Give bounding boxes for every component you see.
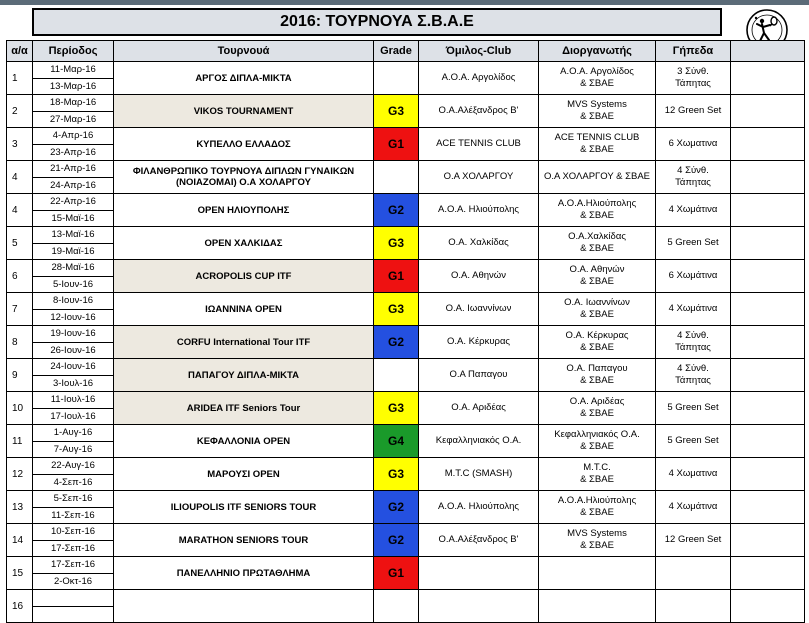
courts-line-2: Τάπητας <box>675 78 711 89</box>
organizer-cell <box>539 62 656 95</box>
period-start: 8-Ιουν-16 <box>52 295 94 306</box>
club-cell: Ο.Α.Αλέξανδρος Β' <box>419 95 539 128</box>
period-cell <box>33 95 114 128</box>
tournament-name <box>114 590 374 623</box>
period-start: 21-Απρ-16 <box>50 163 96 174</box>
organizer-line-2: & ΣΒΑΕ <box>580 375 614 386</box>
empty-cell <box>731 293 805 326</box>
table-row <box>7 95 805 128</box>
period-end: 26-Ιουν-16 <box>33 342 113 359</box>
courts-line-2: Τάπητας <box>675 375 711 386</box>
organizer-line-1: Ο.Α. Ιωαννίνων <box>564 297 630 308</box>
organizer-cell <box>539 227 656 260</box>
period-cell <box>33 392 114 425</box>
row-number: 2 <box>7 95 33 128</box>
organizer-line-2: & ΣΒΑΕ <box>580 276 614 287</box>
row-number: 13 <box>7 491 33 524</box>
empty-cell <box>731 359 805 392</box>
tournament-name: OPEN ΗΛΙΟΥΠΟΛΗΣ <box>114 194 374 227</box>
row-number: 3 <box>7 128 33 161</box>
table-row <box>7 359 805 392</box>
col-header-no: α/α <box>7 41 33 62</box>
courts-cell <box>656 359 731 392</box>
row-number: 5 <box>7 227 33 260</box>
organizer-cell <box>539 392 656 425</box>
table-row <box>7 590 805 623</box>
row-number: 4 <box>7 161 33 194</box>
tournament-name: ΠΑΝΕΛΛΗΝΙΟ ΠΡΩΤΑΘΛΗΜΑ <box>114 557 374 590</box>
organizer-line-1: Ο.Α. Αριδέας <box>569 396 625 407</box>
period-end: 19-Μαϊ-16 <box>33 243 113 260</box>
period-start: 28-Μαϊ-16 <box>51 262 95 273</box>
tournament-name: ΠΑΠΑΓΟΥ ΔΙΠΛΑ-ΜΙΚΤΑ <box>114 359 374 392</box>
grade-badge <box>374 359 419 392</box>
courts-cell <box>656 128 731 161</box>
organizer-line-1: Ο.Α.Χαλκίδας <box>568 231 626 242</box>
organizer-line-2: & ΣΒΑΕ <box>580 540 614 551</box>
period-start: 10-Σεπ-16 <box>50 526 96 537</box>
organizer-line-2: & ΣΒΑΕ <box>580 111 614 122</box>
organizer-line-2: & ΣΒΑΕ <box>580 342 614 353</box>
organizer-cell <box>539 95 656 128</box>
courts-line-1: 4 Σύνθ. <box>677 330 709 341</box>
grade-badge: G1 <box>374 128 419 161</box>
club-cell: Α.Ο.Α. Ηλιούπολης <box>419 491 539 524</box>
col-header-organizer: Διοργανωτής <box>539 41 656 62</box>
club-cell <box>419 590 539 623</box>
courts-cell <box>656 62 731 95</box>
period-start: 22-Απρ-16 <box>50 196 96 207</box>
table-row <box>7 425 805 458</box>
period-start: 1-Αυγ-16 <box>53 427 93 438</box>
club-cell <box>419 557 539 590</box>
grade-badge: G1 <box>374 557 419 590</box>
organizer-line-2: & ΣΒΑΕ <box>580 507 614 518</box>
courts-cell <box>656 557 731 590</box>
club-cell: M.T.C (SMASH) <box>419 458 539 491</box>
period-cell <box>33 557 114 590</box>
tournament-name: ΑΡΓΟΣ ΔΙΠΛΑ-ΜΙΚΤΑ <box>114 62 374 95</box>
organizer-cell <box>539 491 656 524</box>
period-end <box>33 606 113 623</box>
courts-line-1: 5 Green Set <box>667 402 719 413</box>
organizer-cell <box>539 359 656 392</box>
tournament-name: ΚΥΠΕΛΛΟ ΕΛΛΑΔΟΣ <box>114 128 374 161</box>
empty-cell <box>731 260 805 293</box>
courts-line-1: 5 Green Set <box>667 237 719 248</box>
courts-cell <box>656 95 731 128</box>
courts-line-1: 4 Χωμάτινα <box>668 204 718 215</box>
period-end: 2-Οκτ-16 <box>33 573 113 590</box>
table-row <box>7 161 805 194</box>
club-cell: Ο.Α Παπαγου <box>419 359 539 392</box>
col-header-tournament: Τουρνουά <box>114 41 374 62</box>
organizer-line-1: Α.Ο.Α.Ηλιούπολης <box>557 198 637 209</box>
col-header-club: Όμιλος-Club <box>419 41 539 62</box>
table-row <box>7 194 805 227</box>
organizer-cell <box>539 194 656 227</box>
period-end: 27-Μαρ-16 <box>33 111 113 128</box>
organizer-line-2: & ΣΒΑΕ <box>580 309 614 320</box>
period-start: 11-Μαρ-16 <box>50 64 96 75</box>
courts-cell <box>656 425 731 458</box>
period-cell <box>33 458 114 491</box>
period-end: 13-Μαρ-16 <box>33 78 113 95</box>
period-cell <box>33 128 114 161</box>
period-end: 23-Απρ-16 <box>33 144 113 161</box>
grade-badge: G4 <box>374 425 419 458</box>
period-cell <box>33 326 114 359</box>
courts-cell <box>656 491 731 524</box>
period-cell <box>33 227 114 260</box>
row-number: 12 <box>7 458 33 491</box>
empty-cell <box>731 392 805 425</box>
empty-cell <box>731 458 805 491</box>
tournament-name: ΦΙΛΑΝΘΡΩΠΙΚΟ ΤΟΥΡΝΟΥΑ ΔΙΠΛΩΝ ΓΥΝΑΙΚΩΝ (ΝΟΙΑΖΟΜΑΙ) Ο.Α ΧΟΛΑΡΓΟΥ <box>114 161 374 194</box>
table-row <box>7 458 805 491</box>
period-start: 24-Ιουν-16 <box>50 361 96 372</box>
tournament-name: VIKOS TOURNAMENT <box>114 95 374 128</box>
period-end: 3-Ιουλ-16 <box>33 375 113 392</box>
period-start: 4-Απρ-16 <box>52 130 94 141</box>
row-number: 1 <box>7 62 33 95</box>
tournament-name: ILIOUPOLIS ITF SENIORS TOUR <box>114 491 374 524</box>
grade-badge: G2 <box>374 524 419 557</box>
organizer-line-2: & ΣΒΑΕ <box>580 243 614 254</box>
organizer-line-2: & ΣΒΑΕ <box>580 78 614 89</box>
organizer-cell <box>539 128 656 161</box>
period-start <box>33 590 113 606</box>
grade-badge: G3 <box>374 392 419 425</box>
period-cell <box>33 161 114 194</box>
period-end: 7-Αυγ-16 <box>33 441 113 458</box>
club-cell: Α.Ο.Α. Αργολίδος <box>419 62 539 95</box>
period-start: 11-Ιουλ-16 <box>50 394 96 405</box>
courts-line-1: 3 Σύνθ. <box>677 66 709 77</box>
courts-line-1: 5 Green Set <box>667 435 719 446</box>
table-row <box>7 392 805 425</box>
row-number: 11 <box>7 425 33 458</box>
organizer-line-1: Α.Ο.Α. Αργολίδος <box>560 66 634 77</box>
organizer-line-1: Ο.Α. Αθηνών <box>569 264 625 275</box>
club-cell: Ο.Α. Κέρκυρας <box>419 326 539 359</box>
period-end: 12-Ιουν-16 <box>33 309 113 326</box>
table-row <box>7 326 805 359</box>
organizer-line-1: ACE TENNIS CLUB <box>554 132 640 143</box>
period-start: 22-Αυγ-16 <box>51 460 95 471</box>
organizer-cell <box>539 161 656 194</box>
grade-badge: G2 <box>374 194 419 227</box>
club-cell: Ο.Α.Αλέξανδρος Β' <box>419 524 539 557</box>
organizer-cell <box>539 326 656 359</box>
tournament-name: OPEN ΧΑΛΚΙΔΑΣ <box>114 227 374 260</box>
period-end: 11-Σεπ-16 <box>33 507 113 524</box>
empty-cell <box>731 590 805 623</box>
table-row <box>7 491 805 524</box>
col-header-grade: Grade <box>374 41 419 62</box>
organizer-line-1: M.T.C. <box>583 462 611 473</box>
period-cell <box>33 293 114 326</box>
grade-badge: G3 <box>374 227 419 260</box>
club-cell: Ο.Α. Χαλκίδας <box>419 227 539 260</box>
empty-cell <box>731 62 805 95</box>
row-number: 16 <box>7 590 33 623</box>
table-row <box>7 524 805 557</box>
organizer-cell <box>539 590 656 623</box>
empty-cell <box>731 227 805 260</box>
page-title: 2016: ΤΟΥΡΝΟΥΑ Σ.Β.Α.Ε <box>32 8 722 36</box>
period-cell <box>33 491 114 524</box>
empty-cell <box>731 425 805 458</box>
courts-cell <box>656 194 731 227</box>
club-cell: Ο.Α. Αριδέας <box>419 392 539 425</box>
period-cell <box>33 425 114 458</box>
period-end: 17-Ιουλ-16 <box>33 408 113 425</box>
courts-cell <box>656 326 731 359</box>
courts-cell <box>656 293 731 326</box>
club-cell: ACE TENNIS CLUB <box>419 128 539 161</box>
grade-badge: G3 <box>374 293 419 326</box>
grade-badge: G2 <box>374 491 419 524</box>
table-header-row <box>7 41 805 62</box>
club-cell: Ο.Α. Ιωαννίνων <box>419 293 539 326</box>
organizer-cell <box>539 260 656 293</box>
period-cell <box>33 194 114 227</box>
courts-cell <box>656 458 731 491</box>
courts-cell <box>656 590 731 623</box>
period-cell <box>33 62 114 95</box>
col-header-period: Περίοδος <box>33 41 114 62</box>
organizer-cell <box>539 458 656 491</box>
top-border-strip <box>0 0 809 5</box>
tournament-name: MARATHON SENIORS TOUR <box>114 524 374 557</box>
organizer-line-1: Ο.Α. Κέρκυρας <box>565 330 629 341</box>
grade-badge: G2 <box>374 326 419 359</box>
period-end: 15-Μαϊ-16 <box>33 210 113 227</box>
col-header-courts: Γήπεδα <box>656 41 731 62</box>
table-row <box>7 293 805 326</box>
grade-badge <box>374 62 419 95</box>
club-cell: Κεφαλληνιακός Ο.Α. <box>419 425 539 458</box>
period-start: 5-Σεπ-16 <box>53 493 93 504</box>
empty-cell <box>731 326 805 359</box>
empty-cell <box>731 557 805 590</box>
period-cell <box>33 260 114 293</box>
period-cell <box>33 524 114 557</box>
courts-cell <box>656 524 731 557</box>
row-number: 6 <box>7 260 33 293</box>
period-end: 5-Ιουν-16 <box>33 276 113 293</box>
organizer-line-1: Α.Ο.Α.Ηλιούπολης <box>557 495 637 506</box>
organizer-line-1: MVS Systems <box>567 528 627 539</box>
grade-badge: G3 <box>374 458 419 491</box>
period-end: 4-Σεπ-16 <box>33 474 113 491</box>
empty-cell <box>731 491 805 524</box>
organizer-line-2: & ΣΒΑΕ <box>580 210 614 221</box>
organizer-line-2: & ΣΒΑΕ <box>580 474 614 485</box>
organizer-cell <box>539 425 656 458</box>
courts-line-1: 6 Χωματινα <box>668 138 718 149</box>
courts-cell <box>656 392 731 425</box>
tournament-name: ΚΕΦΑΛΛΟΝΙΑ OPEN <box>114 425 374 458</box>
table-row <box>7 128 805 161</box>
organizer-cell <box>539 524 656 557</box>
courts-line-1: 4 Χωμάτινα <box>668 501 718 512</box>
organizer-cell <box>539 557 656 590</box>
grade-badge <box>374 161 419 194</box>
organizer-line-1: MVS Systems <box>567 99 627 110</box>
courts-cell <box>656 260 731 293</box>
empty-cell <box>731 95 805 128</box>
organizer-line-2: & ΣΒΑΕ <box>580 408 614 419</box>
period-end: 17-Σεπ-16 <box>33 540 113 557</box>
organizer-line-1: Ο.Α. Παπαγου <box>566 363 628 374</box>
tournament-name: CORFU International Tour ITF <box>114 326 374 359</box>
grade-badge: G1 <box>374 260 419 293</box>
empty-cell <box>731 161 805 194</box>
empty-cell <box>731 524 805 557</box>
courts-line-1: 12 Green Set <box>664 105 722 116</box>
tournament-name: ΙΩΑΝΝΙΝΑ OPEN <box>114 293 374 326</box>
courts-line-1: 6 Χωμάτινα <box>668 270 718 281</box>
courts-line-2: Τάπητας <box>675 177 711 188</box>
courts-line-1: 4 Χωμάτινα <box>668 303 718 314</box>
club-cell: Α.Ο.Α. Ηλιούπολης <box>419 194 539 227</box>
table-row <box>7 260 805 293</box>
grade-badge: G3 <box>374 95 419 128</box>
empty-cell <box>731 194 805 227</box>
courts-line-1: 12 Green Set <box>664 534 722 545</box>
row-number: 8 <box>7 326 33 359</box>
courts-line-2: Τάπητας <box>675 342 711 353</box>
tournament-name: ACROPOLIS CUP ITF <box>114 260 374 293</box>
organizer-line-2: & ΣΒΑΕ <box>580 441 614 452</box>
tournaments-table <box>6 40 805 623</box>
row-number: 9 <box>7 359 33 392</box>
row-number: 10 <box>7 392 33 425</box>
empty-cell <box>731 128 805 161</box>
tournament-name: ΜΑΡΟΥΣΙ OPEN <box>114 458 374 491</box>
club-cell: Ο.Α. Αθηνών <box>419 260 539 293</box>
organizer-line-2: & ΣΒΑΕ <box>580 144 614 155</box>
courts-cell <box>656 161 731 194</box>
period-cell <box>33 359 114 392</box>
club-cell: Ο.Α ΧΟΛΑΡΓΟΥ <box>419 161 539 194</box>
period-end: 24-Απρ-16 <box>33 177 113 194</box>
period-start: 18-Μαρ-16 <box>49 97 97 108</box>
table-row <box>7 227 805 260</box>
courts-cell <box>656 227 731 260</box>
col-header-empty <box>731 41 805 62</box>
grade-badge <box>374 590 419 623</box>
organizer-cell <box>539 293 656 326</box>
period-cell <box>33 590 114 623</box>
period-start: 17-Σεπ-16 <box>50 559 96 570</box>
period-start: 19-Ιουν-16 <box>50 328 96 339</box>
row-number: 15 <box>7 557 33 590</box>
period-start: 13-Μαϊ-16 <box>51 229 95 240</box>
row-number: 7 <box>7 293 33 326</box>
table-row <box>7 62 805 95</box>
organizer-line-1: Κεφαλληνιακός Ο.Α. <box>554 429 640 440</box>
tournament-name: ARIDEA ITF Seniors Tour <box>114 392 374 425</box>
organizer-line-1: Ο.Α ΧΟΛΑΡΓΟΥ & ΣΒΑΕ <box>543 171 651 182</box>
row-number: 4 <box>7 194 33 227</box>
courts-line-1: 4 Χωματινα <box>668 468 718 479</box>
courts-line-1: 4 Σύνθ. <box>677 165 709 176</box>
table-row <box>7 557 805 590</box>
courts-line-1: 4 Σύνθ. <box>677 363 709 374</box>
row-number: 14 <box>7 524 33 557</box>
